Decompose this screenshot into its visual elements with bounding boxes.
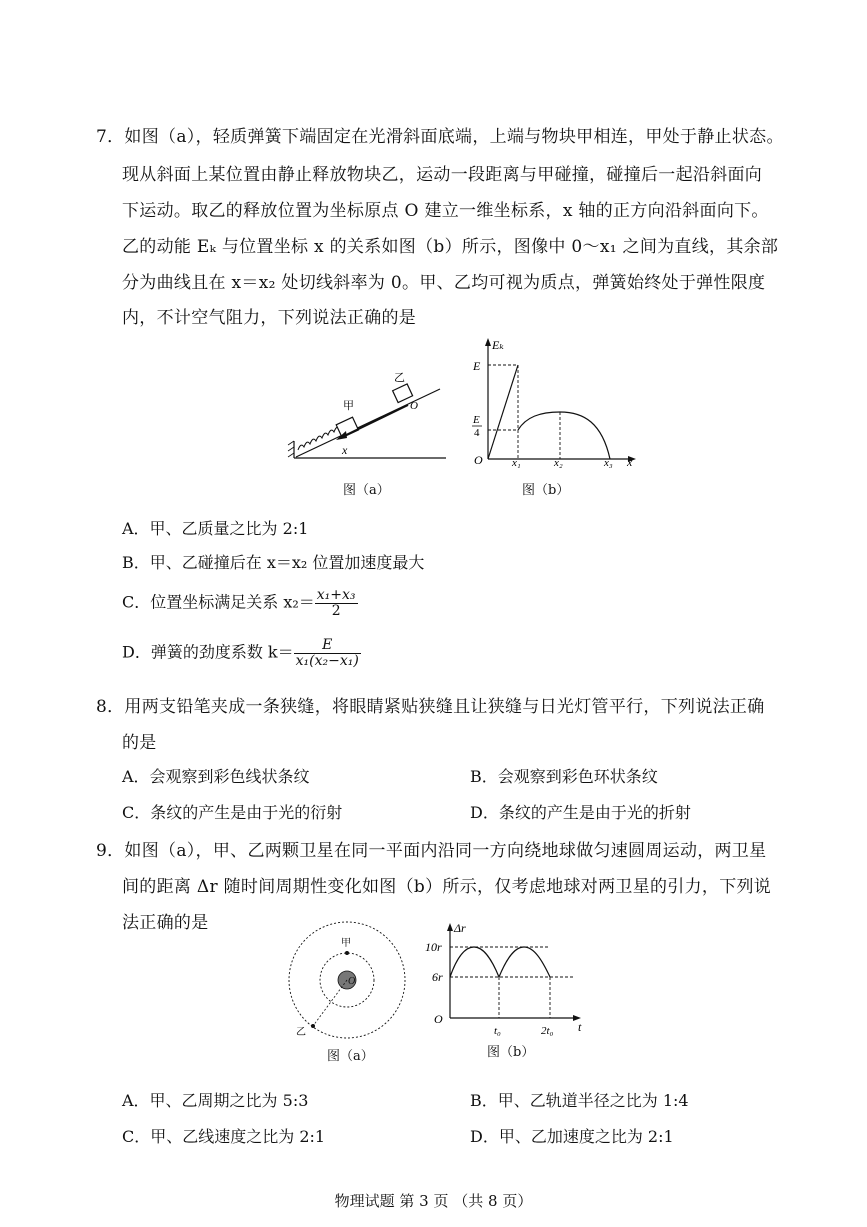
q7-line-3: 下运动。取乙的释放位置为坐标原点 O 建立一维坐标系，x 轴的正方向沿斜面向下。	[122, 201, 769, 221]
q9-line-1: 9．如图（a），甲、乙两颗卫星在同一平面内沿同一方向绕地球做匀速圆周运动，两卫星	[96, 841, 767, 861]
tick-10r: 10r	[425, 940, 442, 954]
q7-d-numerator: E	[294, 638, 361, 654]
incline-line	[296, 389, 440, 457]
q7-figure-a	[284, 365, 450, 465]
q9-figure-a	[284, 918, 412, 1042]
label-origin: O	[410, 400, 418, 412]
q8-option-c[interactable]: C．条纹的产生是由于光的衍射	[122, 803, 343, 822]
wall-hatch	[288, 441, 294, 457]
tick-t0: t₀	[494, 1025, 501, 1037]
q7-option-d-fraction	[294, 638, 361, 668]
y-label: Δr	[454, 921, 466, 935]
q7-line-1: 7．如图（a），轻质弹簧下端固定在光滑斜面底端，上端与物块甲相连，甲处于静止状态。	[96, 127, 784, 147]
q7-line-5: 分为曲线且在 x＝x₂ 处切线斜率为 0。甲、乙均可视为质点，弹簧始终处于弹性限度	[122, 273, 766, 293]
q7-option-d[interactable]	[122, 638, 361, 668]
q7-c-numerator: x₁+x₃	[316, 587, 356, 603]
origin-label: O	[474, 453, 483, 467]
origin-label: O	[434, 1012, 443, 1026]
yi-radius	[313, 980, 347, 1026]
q9-option-a[interactable]: A．甲、乙周期之比为 5:3	[122, 1091, 309, 1110]
q7-option-d-text: D．弹簧的劲度系数 k＝	[122, 642, 294, 662]
q7-d-denominator: x₁(x₂−x₁)	[295, 652, 359, 669]
q9-line-3: 法正确的是	[122, 913, 209, 933]
q7-fig-b-caption: 图（b）	[522, 483, 570, 498]
y-label: Eₖ	[492, 338, 504, 352]
q7-option-a[interactable]: A．甲、乙质量之比为 2:1	[122, 519, 309, 538]
label-jia: 甲	[341, 938, 351, 949]
q7-fig-a-caption: 图（a）	[343, 483, 390, 498]
q7-line-2: 现从斜面上某位置由静止释放物块乙，运动一段距离与甲碰撞，碰撞后一起沿斜面向	[122, 165, 763, 185]
label-jia: 甲	[343, 400, 354, 412]
q9-fig-a-caption: 图（a）	[327, 1049, 374, 1064]
q7-line-6: 内，不计空气阻力，下列说法正确的是	[122, 308, 417, 328]
q8-option-b[interactable]: B．会观察到彩色环状条纹	[470, 767, 658, 786]
q9-option-b[interactable]: B．甲、乙轨道半径之比为 1:4	[470, 1091, 689, 1110]
satellite-jia	[345, 951, 349, 955]
label-yi: 乙	[296, 1027, 306, 1038]
ek-linear-segment	[488, 365, 518, 459]
label-origin: O	[348, 976, 356, 987]
tick-E: E	[473, 359, 481, 373]
tick-x1: x₁	[512, 457, 521, 469]
tick-6r: 6r	[432, 970, 443, 984]
label-yi: 乙	[394, 372, 405, 384]
q9-figure-b	[424, 920, 594, 1042]
delta-r-curve	[450, 947, 550, 977]
tick-E4-den: 4	[474, 427, 480, 439]
q8-line-2: 的是	[122, 733, 157, 753]
tick-x3: x₃	[604, 457, 613, 469]
q8-line-1: 8．用两支铅笔夹成一条狭缝，将眼睛紧贴狭缝且让狭缝与日光灯管平行，下列说法正确	[96, 697, 765, 717]
ek-curve	[518, 412, 610, 459]
label-x: x	[342, 443, 348, 457]
q8-option-a[interactable]: A．会观察到彩色线状条纹	[122, 767, 310, 786]
q7-c-denominator: 2	[331, 602, 341, 619]
q7-figure-b	[466, 335, 646, 470]
q9-option-c[interactable]: C．甲、乙线速度之比为 2:1	[122, 1127, 326, 1146]
q7-option-b[interactable]: B．甲、乙碰撞后在 x＝x₂ 位置加速度最大	[122, 553, 425, 572]
y-arrowhead	[485, 338, 491, 346]
page-footer: 物理试题 第 3 页 （共 8 页）	[334, 1192, 533, 1210]
q7-line-4: 乙的动能 Eₖ 与位置坐标 x 的关系如图（b）所示，图像中 0～x₁ 之间为直线，其余部	[122, 237, 779, 257]
x-label: t	[578, 1020, 582, 1034]
tick-2t0: 2t₀	[541, 1025, 554, 1037]
tick-E4-num: E	[473, 414, 480, 426]
q8-option-d[interactable]: D．条纹的产生是由于光的折射	[470, 803, 691, 822]
q7-option-c-text: C．位置坐标满足关系 x₂＝	[122, 592, 315, 612]
q7-option-c-fraction	[315, 588, 358, 618]
q9-option-d[interactable]: D．甲、乙加速度之比为 2:1	[470, 1127, 674, 1146]
y-arrowhead	[447, 923, 453, 931]
satellite-yi	[311, 1024, 315, 1028]
q9-line-2: 间的距离 Δr 随时间周期性变化如图（b）所示，仅考虑地球对两卫星的引力，下列说	[122, 877, 772, 897]
tick-x2: x₂	[554, 457, 563, 469]
q9-fig-b-caption: 图（b）	[487, 1045, 535, 1060]
x-label: x	[627, 455, 633, 469]
q7-option-c[interactable]	[122, 588, 358, 618]
